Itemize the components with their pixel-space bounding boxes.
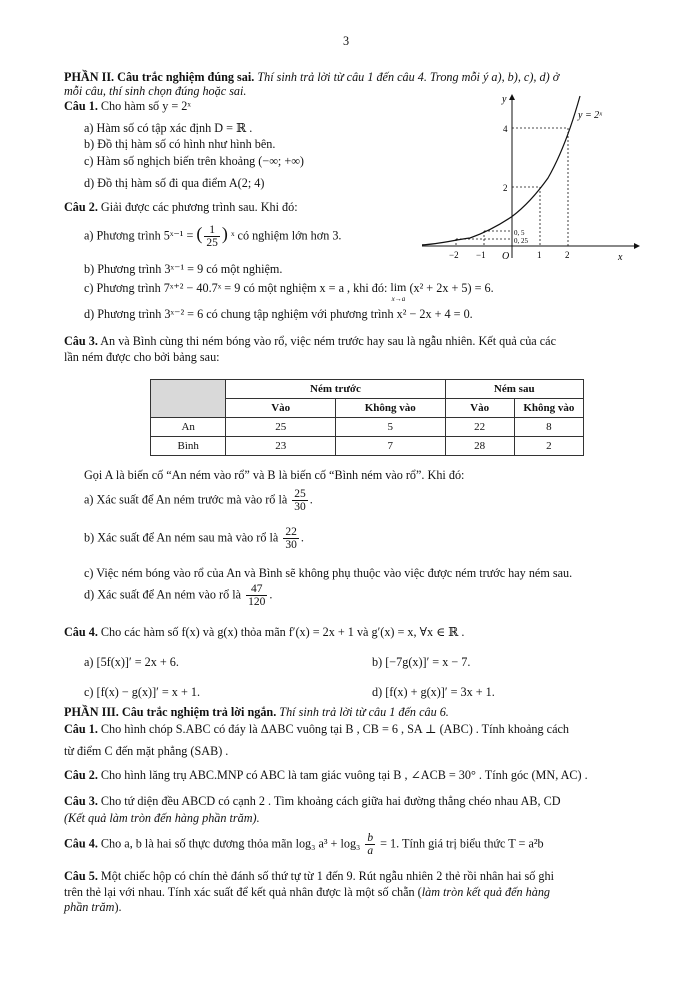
table-group-before: Ném trước [226, 380, 445, 399]
q3-b-den: 30 [285, 539, 297, 551]
table-col-in-2: Vào [445, 399, 514, 418]
table-cell: 23 [226, 437, 336, 456]
q3-a-pre: a) Xác suất để An ném trước mà vào rổ là [84, 492, 288, 507]
table-cell-name: Bình [151, 437, 226, 456]
q3-stem-text: An và Bình cùng thi ném bóng vào rổ, việc ném trước hay sau là ngẫu nhiên. Kết quả của các [100, 334, 556, 348]
q2-stem [64, 200, 298, 215]
q2-a-pre: a) Phương trình 5ˣ⁻¹ = [84, 228, 194, 243]
table-row [151, 437, 584, 456]
q4-option-a: a) [5f(x)]′ = 2x + 6. [84, 655, 179, 669]
y-axis-arrow [509, 94, 515, 100]
q2-c-post: (x² + 2x + 5) = 6. [409, 281, 494, 295]
x-axis-arrow [634, 243, 640, 249]
tick-y-2: 2 [503, 183, 508, 193]
q3-d-pre: d) Xác suất để An ném vào rổ là [84, 587, 242, 602]
q1-stem-text: Cho hàm số y = 2ˣ [100, 99, 191, 113]
q2-a-frac-den: 25 [206, 237, 218, 249]
p3q2-line [64, 768, 588, 783]
p3q5-label: Câu 5. [64, 869, 98, 883]
q2-a-fraction [204, 224, 220, 249]
q2-option-a: a) Phương trình 5ˣ⁻¹ = ( $\frac{1}{25}$ ) ˣ có nghiệm lớn hơn 3. [84, 223, 342, 249]
p3q5-line2-italic: làm tròn kết quả đến hàng [421, 885, 551, 899]
table-group-after: Ném sau [445, 380, 584, 399]
table-col-out-1: Không vào [335, 399, 445, 418]
p3q1-label: Câu 1. [64, 722, 98, 736]
graph-x-label: x [618, 252, 623, 262]
table-cell: 28 [445, 437, 514, 456]
tick-y-4: 4 [503, 124, 508, 134]
graph-y-label: y [502, 94, 507, 105]
q4-option-d: d) [f(x) + g(x)]′ = 3x + 1. [372, 685, 495, 699]
q4-label: Câu 4. [64, 625, 98, 639]
q2-c-lim-sub: x→a [391, 295, 406, 303]
q3-a-num: 25 [294, 488, 306, 500]
table-cell-name: An [151, 418, 226, 437]
graph-curve-label: y = 2ˣ [578, 110, 603, 121]
q3-label: Câu 3. [64, 334, 98, 348]
part3-heading: PHẦN III. Câu trắc nghiệm trả lời ngắn. [64, 705, 277, 719]
q1-option-b: b) Đồ thị hàm số có hình như hình bên. [84, 137, 276, 151]
q2-label: Câu 2. [64, 200, 98, 214]
p3q4-frac-num: b [367, 832, 374, 844]
q4-stem-text: Cho các hàm số f(x) và g(x) thỏa mãn f′(x) = 2x + 1 và g′(x) = x, ∀x ∈ ℝ . [100, 625, 465, 639]
part2-heading-line [64, 70, 559, 85]
p3q3-line1 [64, 794, 561, 809]
q1-label: Câu 1. [64, 99, 98, 113]
tick-x-minus2: −2 [449, 250, 459, 260]
p3q1-line1 [64, 722, 569, 737]
q3-stem [64, 334, 556, 349]
table-cell: 25 [226, 418, 336, 437]
p3q4-pre: Cho a, b là hai số thực dương thỏa mãn log₃ a³ + log₃ [100, 836, 361, 851]
table-cell: 22 [445, 418, 514, 437]
table-col-in-1: Vào [226, 399, 336, 418]
q3-option-b: b) Xác suất để An ném sau mà vào rổ là $\frac{22}{30}$ . [84, 526, 304, 551]
q3-b-num: 22 [285, 526, 297, 538]
p3q2-label: Câu 2. [64, 768, 98, 782]
q3-b-pre: b) Xác suất để An ném sau mà vào rổ là [84, 530, 279, 545]
q2-a-frac-num: 1 [204, 224, 220, 237]
table-row [151, 418, 584, 437]
tick-x-1: 1 [537, 250, 542, 260]
p3q4-label: Câu 4. [64, 836, 98, 851]
part2-instruction: Thí sinh trả lời từ câu 1 đến câu 4. Trong mỗi ý a), b), c), d) ở [257, 70, 560, 84]
q4-option-c: c) [f(x) − g(x)]′ = x + 1. [84, 685, 201, 699]
q3-stem-cont: lần ném được cho bởi bảng sau: [64, 350, 220, 364]
q2-option-d: d) Phương trình 3ˣ⁻² = 6 có chung tập nghiệm với phương trình x² − 2x + 4 = 0. [84, 307, 473, 321]
table-cell: 8 [514, 418, 583, 437]
q2-a-post: ˣ có nghiệm lớn hơn 3. [230, 228, 342, 243]
q1-option-d: d) Đồ thị hàm số đi qua điểm A(2; 4) [84, 176, 265, 190]
p3q3-label: Câu 3. [64, 794, 98, 808]
part3-instruction: Thí sinh trả lời từ câu 1 đến câu 6. [279, 705, 449, 719]
p3q1-text: Cho hình chóp S.ABC có đáy là ΔABC vuông tại B , CB = 6 , SA ⊥ (ABC) . Tính khoảng cách [100, 722, 569, 736]
q4-stem [64, 625, 464, 640]
q3-results-table [150, 379, 584, 456]
q3-a-den: 30 [294, 501, 306, 513]
p3q5-line2-text: trên thẻ lại với nhau. Tính xác suất để kết quả nhân được là một số chẵn ( [64, 885, 422, 899]
exponential-graph [420, 92, 645, 262]
p3q3-line2: (Kết quả làm tròn đến hàng phần trăm). [64, 811, 260, 825]
q3-a-fraction [292, 488, 308, 513]
p3q5-line3-text: ). [114, 900, 122, 914]
p3q4-line [64, 832, 544, 857]
q2-option-b: b) Phương trình 3ˣ⁻¹ = 9 có một nghiệm. [84, 262, 283, 276]
table-col-out-2: Không vào [514, 399, 583, 418]
p3q4-post: = 1. Tính giá trị biểu thức T = a²b [380, 836, 544, 851]
q3-option-d: d) Xác suất để An ném vào rổ là $\frac{47}{120}$ . [84, 583, 273, 608]
q2-c-lim: lim [390, 280, 407, 294]
q3-b-fraction [283, 526, 299, 551]
q4-option-b: b) [−7g(x)]′ = x − 7. [372, 655, 471, 669]
p3q5-line3 [64, 900, 122, 915]
q3-d-fraction [246, 583, 267, 608]
table-cell: 2 [514, 437, 583, 456]
p3q5-line1 [64, 869, 554, 884]
tick-y-0-25: 0, 25 [514, 237, 528, 245]
part3-heading-line [64, 705, 449, 720]
q3-option-a: a) Xác suất để An ném trước mà vào rổ là $\frac{25}{30}$ . [84, 488, 313, 513]
p3q2-text: Cho hình lăng trụ ABC.MNP có ABC là tam giác vuông tại B , ∠ACB = 30° . Tính góc (MN, AC) . [100, 768, 588, 782]
tick-x-2: 2 [565, 250, 570, 260]
p3q5-line2 [64, 885, 550, 900]
p3q5-line3-italic: phần trăm [64, 900, 115, 914]
p3q4-frac-den: a [367, 845, 374, 857]
p3q5-text: Một chiếc hộp có chín thẻ đánh số thứ tự từ 1 đến 9. Rút ngẫu nhiên 2 thẻ rồi nhân hai số ghi [100, 869, 554, 883]
graph-origin-label: O [502, 251, 510, 262]
q1-option-a: a) Hàm số có tập xác định D = ℝ . [84, 121, 253, 135]
q3-d-den: 120 [248, 596, 266, 608]
q2-stem-text: Giải được các phương trình sau. Khi đó: [100, 200, 298, 214]
table-cell: 7 [335, 437, 445, 456]
p3q4-fraction [365, 832, 375, 857]
p3q3-text: Cho tứ diện đều ABCD có cạnh 2 . Tìm khoảng cách giữa hai đường thẳng chéo nhau AB, CD [100, 794, 561, 808]
q3-option-c: c) Việc ném bóng vào rổ của An và Bình sẽ không phụ thuộc vào việc được ném trước hay ném sau. [84, 566, 573, 580]
part2-instruction-cont: mỗi câu, thí sinh chọn đúng hoặc sai. [64, 84, 247, 98]
exponential-curve [422, 96, 580, 245]
q1-option-c: c) Hàm số nghịch biến trên khoảng (−∞; +∞) [84, 154, 304, 168]
q1-stem [64, 99, 191, 114]
p3q1-line2: từ điểm C đến mặt phẳng (SAB) . [64, 744, 229, 758]
table-corner-cell [151, 380, 226, 418]
q3-events: Gọi A là biến cố “An ném vào rổ” và B là biến cố “Bình ném vào rổ”. Khi đó: [84, 468, 465, 482]
q2-c-pre: c) Phương trình 7ˣ⁺² − 40.7ˣ = 9 có một nghiệm x = a , khi đó: [84, 281, 388, 295]
part2-heading: PHẦN II. Câu trắc nghiệm đúng sai. [64, 70, 255, 84]
table-header-row [151, 380, 584, 399]
tick-x-minus1: −1 [476, 250, 486, 260]
q2-option-c [84, 281, 494, 304]
page-number: 3 [343, 34, 350, 48]
q3-d-num: 47 [246, 583, 267, 596]
table-cell: 5 [335, 418, 445, 437]
tick-y-0-5: 0, 5 [514, 229, 525, 237]
